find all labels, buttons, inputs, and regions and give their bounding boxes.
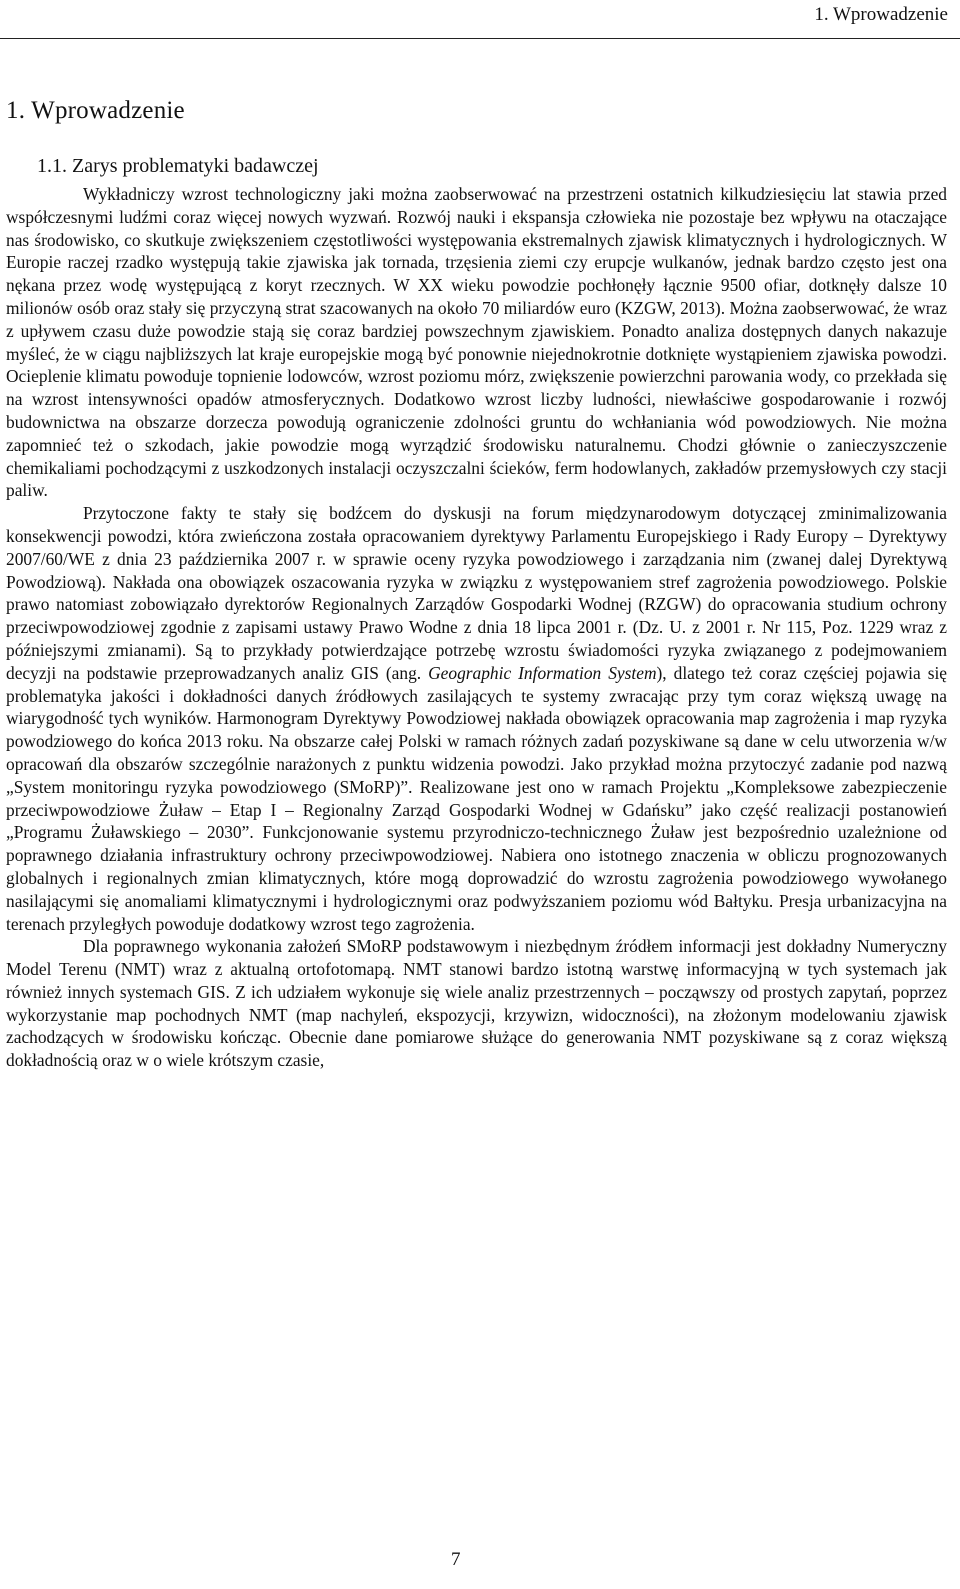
paragraph-2 — [6, 502, 947, 935]
header-divider — [0, 38, 960, 39]
paragraph-2-text-b: ), dlatego też coraz częściej pojawia się problematyka jakości i dokładności danych źródłowych zasilających te systemy zwracając przy tym coraz większą uwagę na wiarygodność tych wyników. Harmonogram Dyrektywy Powodziowej nakłada obowiązek opracowania map zagrożenia i map ryzyka powodziowego do końca 2013 roku. Na obszarze całej Polski w ramach różnych zadań pozyskiwane są dane w celu utworzenia w/w opracowań dla obszarów szczególnie narażonych z punktu widzenia powodzi. Jako przykład można przytoczyć zadanie pod nazwą „System monitoringu ryzyka powodziowego (SMoRP)”. Realizowane jest ono w ramach Projektu „Kompleksowe zabezpieczenie przeciwpowodziowe Żuław – Etap I – Regionalny Zarząd Gospodarki Wodnej w Gdańsku” jako część realizacji postanowień „Programu Żuławskiego – 2030”. Funkcjonowanie systemu przyrodniczo-technicznego Żuław jest bezpośrednio uzależnione od poprawnego działania infrastruktury ochrony przeciwpowodziowej. Nabiera ono istotnego znaczenia w obliczu prognozowanych globalnych i regionalnych zmian klimatycznych, które mogą doprowadzić do wzrostu zagrożenia powodziowego wywołanego nasilającymi się anomaliami klimatycznymi i hydrologicznymi oraz podwyższaniem poziomu wód Bałtyku. Presja urbanizacyjna na terenach przyległych powoduje dodatkowy wzrost tego zagrożenia. — [6, 662, 948, 934]
page-number: 7 — [451, 1549, 461, 1570]
paragraph-2-text-a: Przytoczone fakty te stały się bodźcem do dyskusji na forum międzynarodowym dotyczącej zminimalizowania konsekwencji powodzi, która zwieńczona została opracowaniem dyrektywy Parlamentu Europejskiego i Rady Europy – Dyrektywy 2007/60/WE z dnia 23 października 2007 r. w sprawie oceny ryzyka powodziowego i zarządzania nim (zwanej dalej Dyrektywą Powodziową). Nakłada ona obowiązek oszacowania ryzyka w związku z występowaniem stref zagrożenia powodziowego. Polskie prawo natomiast zobowiązało dyrektorów Regionalnych Zarządów Gospodarki Wodnej (RZGW) do opracowania studium ochrony przeciwpowodziowej zgodnie z zapisami ustawy Prawo Wodne z dnia 18 lipca 2001 r. (Dz. U. z 2001 r. Nr 115, Poz. 1229 wraz z późniejszymi zmianami). Są to przykłady potwierdzające potrzebę wzrostu świadomości ryzyka związanego z podejmowaniem decyzji na podstawie przeprowadzanych analiz GIS (ang. — [6, 503, 947, 683]
section-title: 1.1. Zarys problematyki badawczej — [37, 155, 319, 177]
paragraph-3-text: Dla poprawnego wykonania założeń SMoRP podstawowym i niezbędnym źródłem informacji jest dokładny Numeryczny Model Terenu (NMT) wraz z aktualną ortofotomapą. NMT stanowi bardzo istotną warstwę informacyjną w tych systemach jak również innych systemach GIS. Z ich udziałem wykonuje się wiele analiz przestrzennych – począwszy od prostych zapytań, poprzez wykorzystanie map pochodnych NMT (map nachyleń, ekspozycji, krzywizn, widoczności), na złożonym modelowaniu zjawisk zachodzących w środowisku kończąc. Obecnie dane pomiarowe służące do generowania NMT pozyskiwane są z coraz większą dokładnością oraz w o wiele krótszym czasie, — [6, 936, 947, 1071]
paragraph-1-text: Wykładniczy wzrost technologiczny jaki można zaobserwować na przestrzeni ostatnich kilkudziesięciu lat stawia przed współczesnymi ludźmi coraz więcej nowych wyzwań. Rozwój nauki i ekspansja człowieka nie pozostaje bez wpływu na otaczające nas środowisko, co skutkuje zwiększeniem częstotliwości występowania ekstremalnych zjawisk klimatycznych i hydrologicznych. W Europie raczej rzadko występują takie zjawiska jak tornada, trzęsienia ziemi czy erupcje wulkanów, jednak bardzo często jest ona nękana przez wodę występującą z koryt rzecznych. W XX wieku powodzie pochłonęły łącznie 9500 ofiar, dotknęły dalsze 10 milionów osób oraz stały się przyczyną strat szacowanych na około 70 miliardów euro (KZGW, 2013). Można zaobserwować, że wraz z upływem czasu duże powodzie stają się coraz bardziej powszechnym zjawiskiem. Ponadto analiza dostępnych danych nakazuje myśleć, że w ciągu najbliższych lat kraje europejskie mogą być ponownie niejednokrotnie dotknięte wystąpieniem zjawiska powodzi. Ocieplenie klimatu powoduje topnienie lodowców, wzrost poziomu mórz, zwiększenie powierzchni parowania wody, co przekłada się na wzrost intensywności opadów atmosferycznych. Dodatkowo wzrost liczby ludności, niewłaściwe gospodarowanie i rozwój budownictwa na obszarze dorzecza powodują ograniczenie zdolności gruntu do wchłaniania wód powodziowych. Nie można zapomnieć też o szkodach, jakie powodzie mogą wyrządzić środowisku naturalnemu. Chodzi głównie o zanieczyszczenie chemikaliami pochodzącymi z uszkodzonych instalacji oczyszczalni ścieków, ferm hodowlanych, zakładów przemysłowych czy stacji paliw. — [6, 184, 947, 501]
paragraph-3 — [6, 935, 947, 1072]
body-text — [6, 183, 947, 1072]
paragraph-2-italic-term: Geographic Information System — [428, 662, 657, 683]
chapter-title: 1. Wprowadzenie — [6, 97, 185, 124]
paragraph-1 — [6, 183, 947, 502]
running-header: 1. Wprowadzenie — [814, 4, 948, 25]
